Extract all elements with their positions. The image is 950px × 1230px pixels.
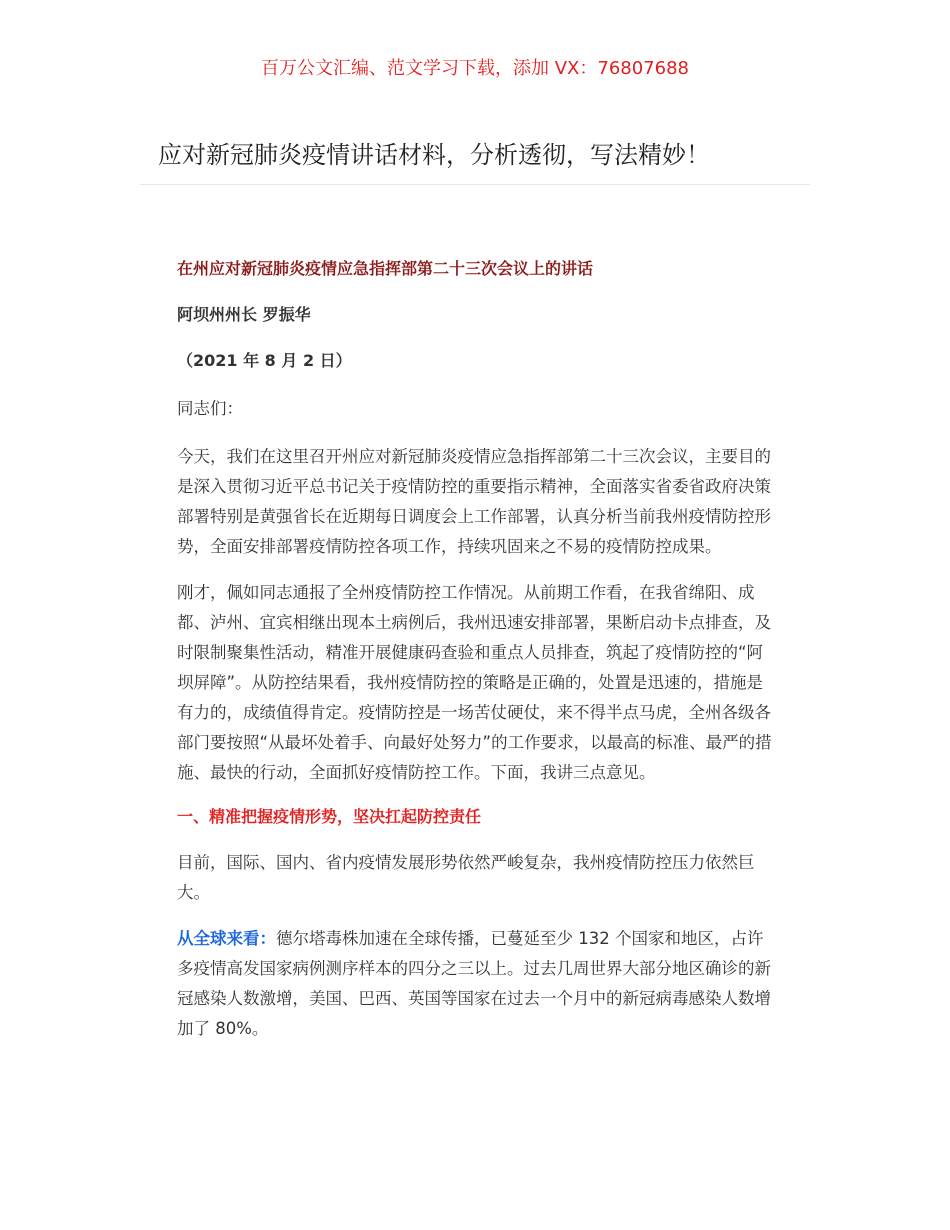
speech-author: 阿坝州州长 罗振华: [177, 305, 311, 324]
global-lead-label: 从全球来看：: [177, 929, 276, 948]
section-heading-1: 一、精准把握疫情形势，坚决扛起防控责任: [177, 807, 482, 826]
speech-date: （2021 年 8 月 2 日）: [177, 351, 352, 370]
paragraph-situation: 目前，国际、国内、省内疫情发展形势依然严峻复杂，我州疫情防控压力依然巨大。: [177, 853, 755, 902]
paragraph-review: 刚才，佩如同志通报了全州疫情防控工作情况。从前期工作看，在我省绵阳、成都、泸州、宜宾相继出现本土病例后，我州迅速安排部署，果断启动卡点排查，及时限制聚集性活动，精准开展健康码查验和重点人员排查，筑起了疫情防控的“阿坝屏障”。从防控结果看，我州疫情防控的策略是正确的，处置是迅速的，措施是有力的，成绩值得肯定。疫情防控是一场苦仗硬仗，来不得半点马虎，全州各级各部门要按照“从最坏处着手、向最好处努力”的工作要求，以最高的标准、最严的措施、最快的行动，全面抓好疫情防控工作。下面，我讲三点意见。: [177, 583, 772, 782]
speech-heading: 在州应对新冠肺炎疫情应急指挥部第二十三次会议上的讲话: [177, 259, 594, 278]
speech-greeting: 同志们：: [177, 399, 243, 418]
document-body: [177, 256, 773, 1060]
promo-banner: 百万公文汇编、范文学习下载，添加 VX：76807688: [261, 58, 689, 79]
title-divider: [140, 184, 810, 185]
paragraph-global: [177, 924, 773, 1044]
document-title: 应对新冠肺炎疫情讲话材料，分析透彻，写法精妙！: [158, 141, 710, 169]
paragraph-global-text: 德尔塔毒株加速在全球传播，已蔓延至少 132 个国家和地区，占许多疫情高发国家病例测序样本的四分之三以上。过去几周世界大部分地区确诊的新冠感染人数激增，美国、巴西、英国等国家在过去一个月中的新冠病毒感染人数增加了 80%。: [177, 929, 771, 1038]
paragraph-intro: 今天，我们在这里召开州应对新冠肺炎疫情应急指挥部第二十三次会议，主要目的是深入贯彻习近平总书记关于疫情防控的重要指示精神，全面落实省委省政府决策部署特别是黄强省长在近期每日调度会上工作部署，认真分析当前我州疫情防控形势，全面安排部署疫情防控各项工作，持续巩固来之不易的疫情防控成果。: [177, 447, 771, 556]
